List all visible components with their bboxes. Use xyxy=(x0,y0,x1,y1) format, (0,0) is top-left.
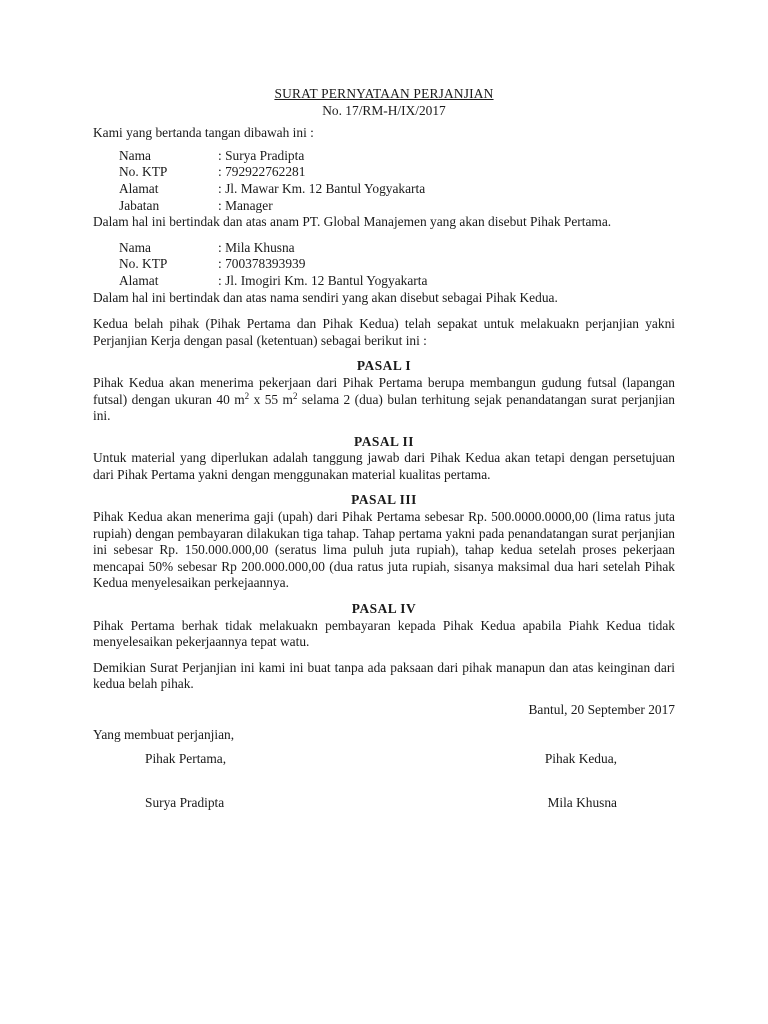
second-party-role: Pihak Kedua, xyxy=(544,751,617,767)
party1-details xyxy=(119,148,675,214)
field-value: : Jl. Mawar Km. 12 Bantul Yogyakarta xyxy=(218,180,426,196)
pasal1-text: Pihak Kedua akan menerima pekerjaan dari Pihak Pertama berupa membangun gudung futsal (lapangan futsal) dengan ukuran 40 $m^2$ x 55 $m^2$ selama 2 (dua) bulan terhitung sejak penandatangan surat perjanjian ini. xyxy=(93,374,676,424)
signature-intro: Yang membuat perjanjian, xyxy=(93,726,235,742)
pasal2-heading: PASAL II xyxy=(354,433,414,449)
party2-address-row xyxy=(119,273,675,290)
pasal3-text: Pihak Kedua akan menerima gaji (upah) dari Pihak Pertama sebesar Rp. 500.0000.0000,00 (lima ratus juta rupiah) dengan pembayaran dilakukan tiga tahap. Tahap pertama yakni pada penandatangan surat perjanjian ini sebesar Rp. 150.000.000,00 (seratus lima puluh juta rupiah), tahap kedua setelah proses pekerjaan mencapai 50% sebesar Rp 200.000.000,00 (dua ratus juta rupiah, sisanya maksimal dua hari setelah Pihak Kedua menyelesaikan perkejaannya. xyxy=(93,509,675,591)
party2-details xyxy=(119,240,675,290)
field-label: Alamat xyxy=(119,180,159,196)
pasal1-heading: PASAL I xyxy=(356,358,412,374)
field-label: Nama xyxy=(119,239,151,255)
field-value: : Mila Khusna xyxy=(218,239,295,255)
field-value: : Jl. Imogiri Km. 12 Bantul Yogyakarta xyxy=(218,272,428,288)
agreement-document xyxy=(93,86,675,811)
signature-roles xyxy=(93,751,675,768)
field-value: : 792922762281 xyxy=(218,164,306,180)
field-label: Jabatan xyxy=(119,197,160,213)
pasal4-text: Pihak Pertama berhak tidak melakuakn pembayaran kepada Pihak Kedua apabila Piahk Kedua tidak menyelesaikan pekerjaannya tepat watu. xyxy=(93,617,675,650)
signature-names xyxy=(93,795,675,812)
pasal4-heading: PASAL IV xyxy=(351,601,417,617)
field-label: Alamat xyxy=(119,272,159,288)
second-party-signatory: Mila Khusna xyxy=(547,794,617,810)
pasal2-text: Untuk material yang diperlukan adalah tanggung jawab dari Pihak Kedua akan tetapi dengan persetujuan dari Pihak Pertama yakni dengan menggunakan material kualitas pertama. xyxy=(93,450,675,482)
party1-ktp-row xyxy=(119,164,675,181)
party2-ktp-row xyxy=(119,256,675,273)
field-label: No. KTP xyxy=(119,256,168,272)
field-label: No. KTP xyxy=(119,164,168,180)
intro-text: Kami yang bertanda tangan dibawah ini : xyxy=(93,125,314,141)
agreement-intro: Kedua belah pihak (Pihak Pertama dan Pihak Kedua) telah sepakat untuk melakuakn perjanjian yakni Perjanjian Kerja dengan pasal (ketentuan) sebagai berikut ini : xyxy=(93,316,675,348)
party1-name-row xyxy=(119,148,675,165)
field-value: : 700378393939 xyxy=(218,256,306,272)
document-number: No. 17/RM-H/IX/2017 xyxy=(322,102,446,118)
party1-position-row xyxy=(119,198,675,215)
pasal3-heading: PASAL III xyxy=(351,492,417,508)
closing-text: Demikian Surat Perjanjian ini kami ini buat tanpa ada paksaan dari pihak manapun dan atas keinginan dari kedua belah pihak. xyxy=(93,659,675,692)
party1-statement: Dalam hal ini bertindak dan atas anam PT. Global Manajemen yang akan disebut Pihak Pertama. xyxy=(93,214,612,230)
field-value: : Surya Pradipta xyxy=(218,147,305,163)
field-label: Nama xyxy=(119,147,151,163)
field-value: : Manager xyxy=(218,197,273,213)
place-date: Bantul, 20 September 2017 xyxy=(528,702,675,717)
party2-name-row xyxy=(119,240,675,257)
party1-address-row xyxy=(119,181,675,198)
first-party-role: Pihak Pertama, xyxy=(145,751,227,767)
party2-statement: Dalam hal ini bertindak dan atas nama sendiri yang akan disebut sebagai Pihak Kedua. xyxy=(93,289,558,305)
first-party-signatory: Surya Pradipta xyxy=(145,794,225,810)
document-title: SURAT PERNYATAAN PERJANJIAN xyxy=(274,86,494,101)
